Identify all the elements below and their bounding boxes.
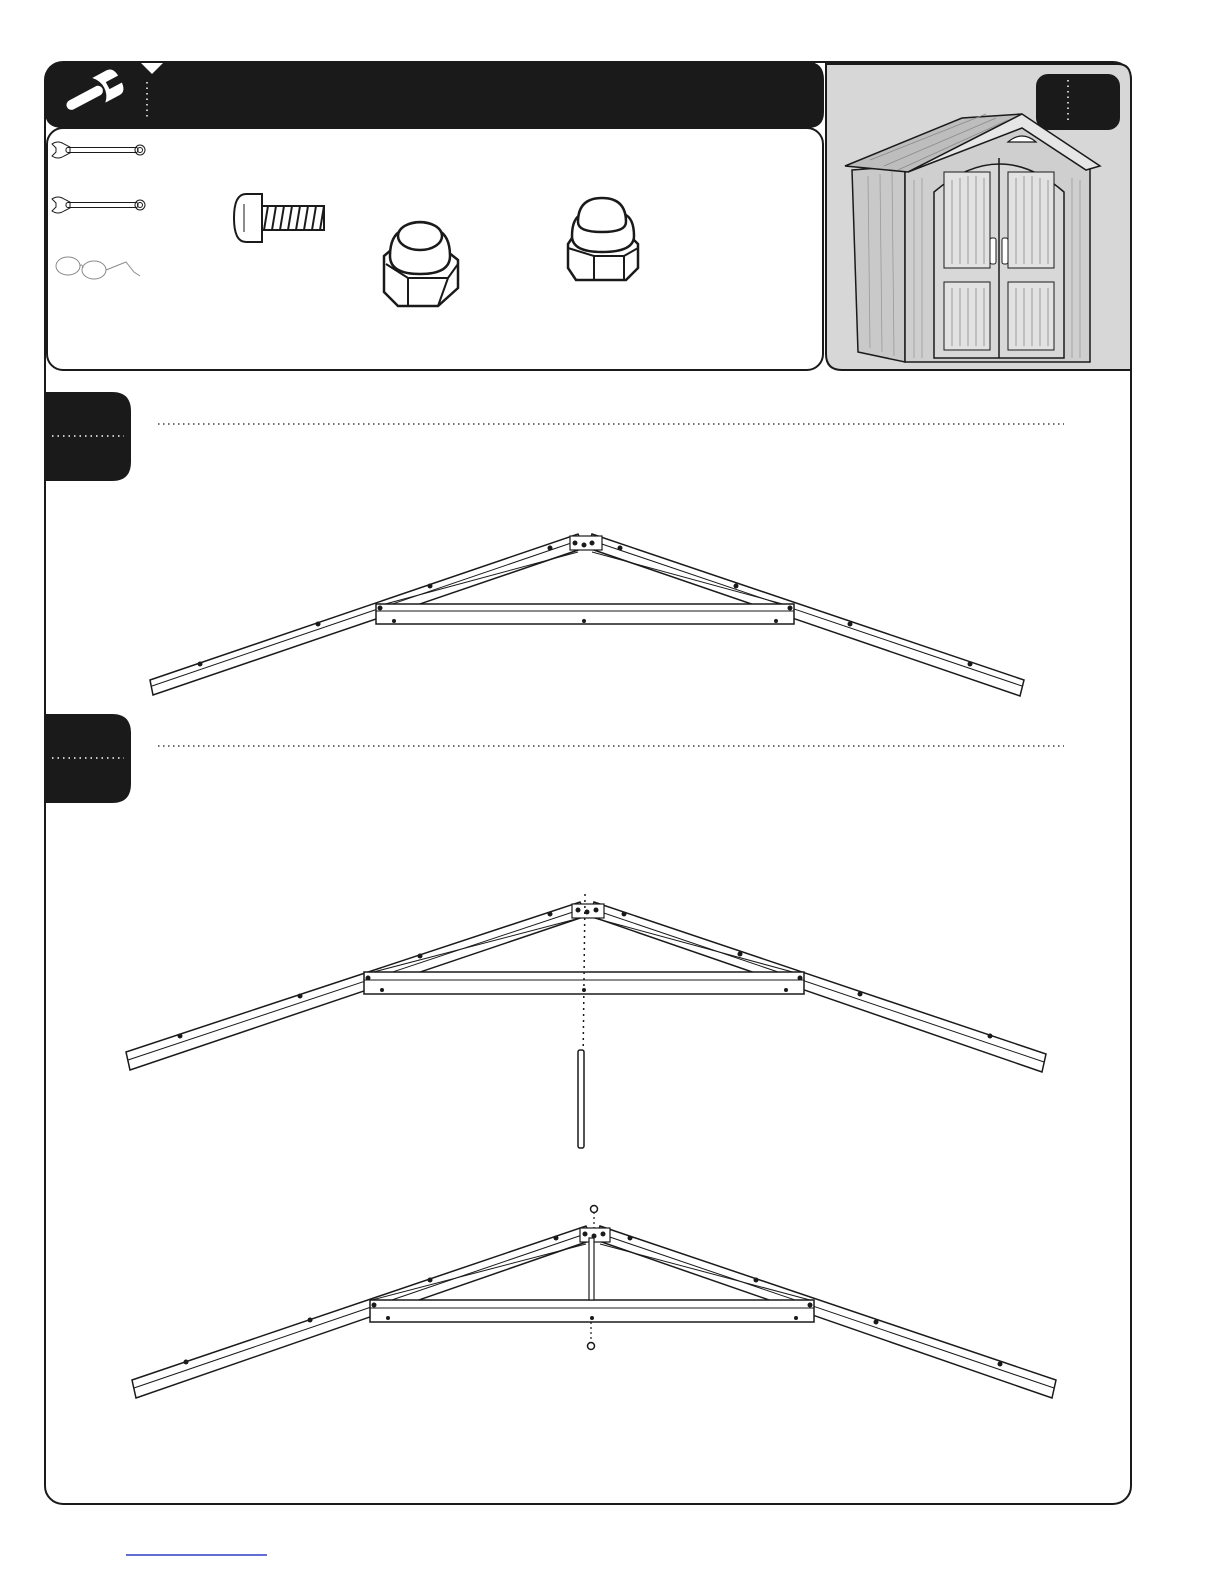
header-bar: [45, 62, 824, 128]
shed-illustration: [845, 114, 1100, 362]
page-badge: [1036, 74, 1120, 130]
